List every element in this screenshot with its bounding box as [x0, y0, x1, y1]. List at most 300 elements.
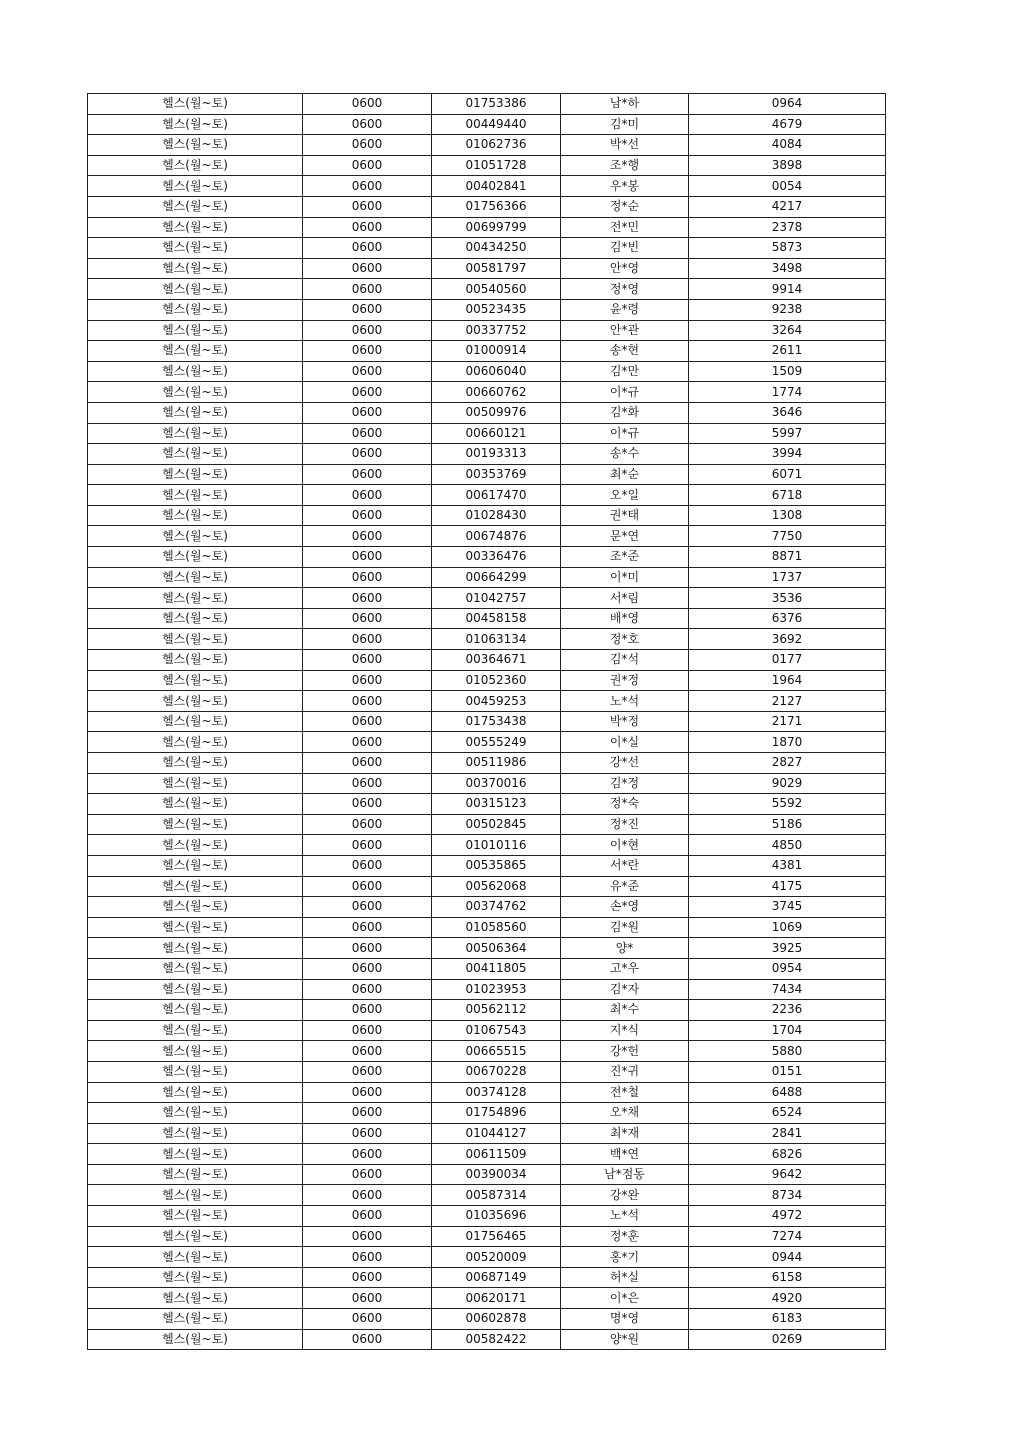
table-row [88, 1288, 886, 1309]
table-row [88, 1206, 886, 1227]
table-row [88, 794, 886, 815]
name-cell: 조*행 [561, 155, 689, 176]
phone-last4-cell: 1870 [689, 732, 886, 753]
member-id-cell: 00390034 [432, 1164, 561, 1185]
time-cell: 0600 [303, 155, 432, 176]
member-id-cell: 00502845 [432, 814, 561, 835]
name-cell: 정*순 [561, 196, 689, 217]
table-row [88, 1061, 886, 1082]
program-cell: 헬스(월~토) [88, 732, 303, 753]
member-id-cell: 00620171 [432, 1288, 561, 1309]
program-cell: 헬스(월~토) [88, 567, 303, 588]
program-cell: 헬스(월~토) [88, 876, 303, 897]
name-cell: 노*석 [561, 691, 689, 712]
phone-last4-cell: 6524 [689, 1103, 886, 1124]
program-cell: 헬스(월~토) [88, 464, 303, 485]
time-cell: 0600 [303, 217, 432, 238]
table-row [88, 876, 886, 897]
program-cell: 헬스(월~토) [88, 196, 303, 217]
name-cell: 강*헌 [561, 1041, 689, 1062]
program-cell: 헬스(월~토) [88, 485, 303, 506]
time-cell: 0600 [303, 855, 432, 876]
table-row [88, 238, 886, 259]
time-cell: 0600 [303, 1288, 432, 1309]
member-id-cell: 00617470 [432, 485, 561, 506]
program-cell: 헬스(월~토) [88, 1020, 303, 1041]
program-cell: 헬스(월~토) [88, 444, 303, 465]
time-cell: 0600 [303, 897, 432, 918]
time-cell: 0600 [303, 588, 432, 609]
member-id-cell: 00606040 [432, 361, 561, 382]
member-id-cell: 00506364 [432, 938, 561, 959]
program-cell: 헬스(월~토) [88, 753, 303, 774]
member-id-cell: 00193313 [432, 444, 561, 465]
name-cell: 정*호 [561, 629, 689, 650]
program-cell: 헬스(월~토) [88, 1082, 303, 1103]
program-cell: 헬스(월~토) [88, 650, 303, 671]
time-cell: 0600 [303, 979, 432, 1000]
program-cell: 헬스(월~토) [88, 1247, 303, 1268]
phone-last4-cell: 6158 [689, 1267, 886, 1288]
member-id-cell: 00587314 [432, 1185, 561, 1206]
phone-last4-cell: 2611 [689, 341, 886, 362]
time-cell: 0600 [303, 320, 432, 341]
program-cell: 헬스(월~토) [88, 1123, 303, 1144]
table-row [88, 1020, 886, 1041]
member-id-cell: 00582422 [432, 1329, 561, 1350]
member-id-cell: 01028430 [432, 505, 561, 526]
time-cell: 0600 [303, 196, 432, 217]
name-cell: 정*영 [561, 279, 689, 300]
time-cell: 0600 [303, 1247, 432, 1268]
time-cell: 0600 [303, 814, 432, 835]
member-id-cell: 00459253 [432, 691, 561, 712]
time-cell: 0600 [303, 505, 432, 526]
table-row [88, 670, 886, 691]
time-cell: 0600 [303, 382, 432, 403]
name-cell: 최*재 [561, 1123, 689, 1144]
time-cell: 0600 [303, 258, 432, 279]
member-id-cell: 00562112 [432, 1000, 561, 1021]
phone-last4-cell: 6826 [689, 1144, 886, 1165]
program-cell: 헬스(월~토) [88, 382, 303, 403]
phone-last4-cell: 3498 [689, 258, 886, 279]
table-row [88, 1103, 886, 1124]
table-row [88, 711, 886, 732]
name-cell: 배*영 [561, 608, 689, 629]
phone-last4-cell: 1704 [689, 1020, 886, 1041]
name-cell: 최*순 [561, 464, 689, 485]
name-cell: 김*미 [561, 114, 689, 135]
member-id-cell: 00364671 [432, 650, 561, 671]
name-cell: 윤*령 [561, 299, 689, 320]
program-cell: 헬스(월~토) [88, 320, 303, 341]
member-id-cell: 00670228 [432, 1061, 561, 1082]
phone-last4-cell: 1964 [689, 670, 886, 691]
time-cell: 0600 [303, 299, 432, 320]
member-id-cell: 01756465 [432, 1226, 561, 1247]
member-id-cell: 00664299 [432, 567, 561, 588]
program-cell: 헬스(월~토) [88, 1164, 303, 1185]
program-cell: 헬스(월~토) [88, 135, 303, 156]
time-cell: 0600 [303, 711, 432, 732]
phone-last4-cell: 5880 [689, 1041, 886, 1062]
member-id-cell: 00370016 [432, 773, 561, 794]
table-row [88, 155, 886, 176]
time-cell: 0600 [303, 341, 432, 362]
time-cell: 0600 [303, 794, 432, 815]
program-cell: 헬스(월~토) [88, 1103, 303, 1124]
member-id-cell: 00434250 [432, 238, 561, 259]
program-cell: 헬스(월~토) [88, 423, 303, 444]
time-cell: 0600 [303, 1144, 432, 1165]
member-table [87, 93, 886, 1350]
program-cell: 헬스(월~토) [88, 897, 303, 918]
name-cell: 조*준 [561, 547, 689, 568]
member-id-cell: 00458158 [432, 608, 561, 629]
table-row [88, 897, 886, 918]
member-id-cell: 00535865 [432, 855, 561, 876]
phone-last4-cell: 4175 [689, 876, 886, 897]
name-cell: 양*원 [561, 1329, 689, 1350]
program-cell: 헬스(월~토) [88, 1000, 303, 1021]
member-id-cell: 01044127 [432, 1123, 561, 1144]
time-cell: 0600 [303, 1123, 432, 1144]
program-cell: 헬스(월~토) [88, 1041, 303, 1062]
phone-last4-cell: 1509 [689, 361, 886, 382]
phone-last4-cell: 7750 [689, 526, 886, 547]
table-row [88, 588, 886, 609]
member-id-cell: 00411805 [432, 958, 561, 979]
member-id-cell: 01756366 [432, 196, 561, 217]
time-cell: 0600 [303, 135, 432, 156]
member-id-cell: 00520009 [432, 1247, 561, 1268]
program-cell: 헬스(월~토) [88, 691, 303, 712]
member-id-cell: 01063134 [432, 629, 561, 650]
table-row [88, 567, 886, 588]
name-cell: 이*은 [561, 1288, 689, 1309]
table-row [88, 958, 886, 979]
program-cell: 헬스(월~토) [88, 299, 303, 320]
name-cell: 이*규 [561, 423, 689, 444]
name-cell: 오*채 [561, 1103, 689, 1124]
time-cell: 0600 [303, 114, 432, 135]
table-row [88, 1329, 886, 1350]
program-cell: 헬스(월~토) [88, 794, 303, 815]
table-row [88, 814, 886, 835]
time-cell: 0600 [303, 402, 432, 423]
time-cell: 0600 [303, 1226, 432, 1247]
time-cell: 0600 [303, 650, 432, 671]
member-id-cell: 00374762 [432, 897, 561, 918]
table-row [88, 1185, 886, 1206]
name-cell: 서*란 [561, 855, 689, 876]
member-id-cell: 01058560 [432, 917, 561, 938]
phone-last4-cell: 3994 [689, 444, 886, 465]
member-id-cell: 01023953 [432, 979, 561, 1000]
program-cell: 헬스(월~토) [88, 958, 303, 979]
table-row [88, 1267, 886, 1288]
member-id-cell: 01067543 [432, 1020, 561, 1041]
name-cell: 안*관 [561, 320, 689, 341]
name-cell: 김*원 [561, 917, 689, 938]
program-cell: 헬스(월~토) [88, 629, 303, 650]
name-cell: 김*빈 [561, 238, 689, 259]
name-cell: 홍*기 [561, 1247, 689, 1268]
table-row [88, 382, 886, 403]
phone-last4-cell: 6718 [689, 485, 886, 506]
member-id-cell: 00581797 [432, 258, 561, 279]
time-cell: 0600 [303, 238, 432, 259]
member-id-cell: 00674876 [432, 526, 561, 547]
program-cell: 헬스(월~토) [88, 917, 303, 938]
program-cell: 헬스(월~토) [88, 588, 303, 609]
table-row [88, 1000, 886, 1021]
name-cell: 김*만 [561, 361, 689, 382]
phone-last4-cell: 0177 [689, 650, 886, 671]
phone-last4-cell: 5873 [689, 238, 886, 259]
table-row [88, 629, 886, 650]
table-row [88, 1144, 886, 1165]
name-cell: 백*연 [561, 1144, 689, 1165]
phone-last4-cell: 6488 [689, 1082, 886, 1103]
time-cell: 0600 [303, 629, 432, 650]
phone-last4-cell: 0269 [689, 1329, 886, 1350]
phone-last4-cell: 4217 [689, 196, 886, 217]
member-id-cell: 01035696 [432, 1206, 561, 1227]
member-id-cell: 00374128 [432, 1082, 561, 1103]
table-row [88, 753, 886, 774]
table-row [88, 135, 886, 156]
phone-last4-cell: 0964 [689, 94, 886, 115]
name-cell: 서*림 [561, 588, 689, 609]
name-cell: 정*훈 [561, 1226, 689, 1247]
member-id-cell: 01753438 [432, 711, 561, 732]
name-cell: 김*화 [561, 402, 689, 423]
table-row [88, 979, 886, 1000]
member-id-cell: 01052360 [432, 670, 561, 691]
table-row [88, 402, 886, 423]
member-id-cell: 00602878 [432, 1309, 561, 1330]
table-row [88, 1164, 886, 1185]
member-id-cell: 01042757 [432, 588, 561, 609]
member-id-cell: 00336476 [432, 547, 561, 568]
table-row [88, 94, 886, 115]
table-row [88, 917, 886, 938]
member-id-cell: 00353769 [432, 464, 561, 485]
name-cell: 명*영 [561, 1309, 689, 1330]
time-cell: 0600 [303, 835, 432, 856]
member-id-cell: 01010116 [432, 835, 561, 856]
name-cell: 진*귀 [561, 1061, 689, 1082]
member-id-cell: 01754896 [432, 1103, 561, 1124]
table-row [88, 691, 886, 712]
table-row [88, 196, 886, 217]
phone-last4-cell: 4679 [689, 114, 886, 135]
name-cell: 허*실 [561, 1267, 689, 1288]
table-row [88, 1041, 886, 1062]
phone-last4-cell: 5997 [689, 423, 886, 444]
program-cell: 헬스(월~토) [88, 526, 303, 547]
time-cell: 0600 [303, 1103, 432, 1124]
time-cell: 0600 [303, 1185, 432, 1206]
name-cell: 김*정 [561, 773, 689, 794]
phone-last4-cell: 0151 [689, 1061, 886, 1082]
name-cell: 권*태 [561, 505, 689, 526]
table-row [88, 176, 886, 197]
phone-last4-cell: 3925 [689, 938, 886, 959]
table-row [88, 1082, 886, 1103]
program-cell: 헬스(월~토) [88, 547, 303, 568]
program-cell: 헬스(월~토) [88, 217, 303, 238]
program-cell: 헬스(월~토) [88, 402, 303, 423]
phone-last4-cell: 3898 [689, 155, 886, 176]
phone-last4-cell: 0054 [689, 176, 886, 197]
name-cell: 김*자 [561, 979, 689, 1000]
table-row [88, 217, 886, 238]
phone-last4-cell: 4084 [689, 135, 886, 156]
name-cell: 이*현 [561, 835, 689, 856]
program-cell: 헬스(월~토) [88, 258, 303, 279]
program-cell: 헬스(월~토) [88, 711, 303, 732]
member-id-cell: 00660762 [432, 382, 561, 403]
table-row [88, 505, 886, 526]
member-id-cell: 00540560 [432, 279, 561, 300]
time-cell: 0600 [303, 958, 432, 979]
time-cell: 0600 [303, 1082, 432, 1103]
phone-last4-cell: 2378 [689, 217, 886, 238]
program-cell: 헬스(월~토) [88, 114, 303, 135]
name-cell: 박*선 [561, 135, 689, 156]
name-cell: 이*규 [561, 382, 689, 403]
time-cell: 0600 [303, 464, 432, 485]
phone-last4-cell: 2841 [689, 1123, 886, 1144]
member-id-cell: 00660121 [432, 423, 561, 444]
name-cell: 송*수 [561, 444, 689, 465]
name-cell: 최*수 [561, 1000, 689, 1021]
phone-last4-cell: 6071 [689, 464, 886, 485]
program-cell: 헬스(월~토) [88, 1329, 303, 1350]
time-cell: 0600 [303, 361, 432, 382]
time-cell: 0600 [303, 691, 432, 712]
program-cell: 헬스(월~토) [88, 1185, 303, 1206]
program-cell: 헬스(월~토) [88, 608, 303, 629]
table-row [88, 1309, 886, 1330]
time-cell: 0600 [303, 1309, 432, 1330]
time-cell: 0600 [303, 938, 432, 959]
time-cell: 0600 [303, 1041, 432, 1062]
program-cell: 헬스(월~토) [88, 1267, 303, 1288]
phone-last4-cell: 9238 [689, 299, 886, 320]
name-cell: 박*정 [561, 711, 689, 732]
name-cell: 우*봉 [561, 176, 689, 197]
time-cell: 0600 [303, 1020, 432, 1041]
program-cell: 헬스(월~토) [88, 1288, 303, 1309]
table-row [88, 341, 886, 362]
program-cell: 헬스(월~토) [88, 1061, 303, 1082]
phone-last4-cell: 4381 [689, 855, 886, 876]
member-id-cell: 01000914 [432, 341, 561, 362]
time-cell: 0600 [303, 526, 432, 547]
program-cell: 헬스(월~토) [88, 94, 303, 115]
program-cell: 헬스(월~토) [88, 155, 303, 176]
member-table-body [88, 94, 886, 1350]
program-cell: 헬스(월~토) [88, 176, 303, 197]
program-cell: 헬스(월~토) [88, 773, 303, 794]
phone-last4-cell: 9029 [689, 773, 886, 794]
phone-last4-cell: 2236 [689, 1000, 886, 1021]
name-cell: 남*점동 [561, 1164, 689, 1185]
table-row [88, 526, 886, 547]
table-row [88, 279, 886, 300]
phone-last4-cell: 5592 [689, 794, 886, 815]
program-cell: 헬스(월~토) [88, 814, 303, 835]
member-id-cell: 00511986 [432, 753, 561, 774]
phone-last4-cell: 8871 [689, 547, 886, 568]
phone-last4-cell: 4850 [689, 835, 886, 856]
time-cell: 0600 [303, 547, 432, 568]
member-id-cell: 00337752 [432, 320, 561, 341]
table-row [88, 835, 886, 856]
member-id-cell: 01051728 [432, 155, 561, 176]
phone-last4-cell: 3692 [689, 629, 886, 650]
name-cell: 양* [561, 938, 689, 959]
time-cell: 0600 [303, 1206, 432, 1227]
time-cell: 0600 [303, 753, 432, 774]
table-row [88, 361, 886, 382]
member-id-cell: 00687149 [432, 1267, 561, 1288]
table-row [88, 1123, 886, 1144]
table-row [88, 547, 886, 568]
table-row [88, 114, 886, 135]
phone-last4-cell: 3646 [689, 402, 886, 423]
time-cell: 0600 [303, 917, 432, 938]
member-id-cell: 00402841 [432, 176, 561, 197]
phone-last4-cell: 0954 [689, 958, 886, 979]
program-cell: 헬스(월~토) [88, 938, 303, 959]
name-cell: 정*진 [561, 814, 689, 835]
program-cell: 헬스(월~토) [88, 670, 303, 691]
time-cell: 0600 [303, 876, 432, 897]
name-cell: 권*정 [561, 670, 689, 691]
member-id-cell: 01062736 [432, 135, 561, 156]
phone-last4-cell: 9914 [689, 279, 886, 300]
program-cell: 헬스(월~토) [88, 835, 303, 856]
program-cell: 헬스(월~토) [88, 341, 303, 362]
table-row [88, 444, 886, 465]
time-cell: 0600 [303, 567, 432, 588]
phone-last4-cell: 1308 [689, 505, 886, 526]
table-row [88, 485, 886, 506]
phone-last4-cell: 2827 [689, 753, 886, 774]
time-cell: 0600 [303, 608, 432, 629]
program-cell: 헬스(월~토) [88, 855, 303, 876]
table-row [88, 1247, 886, 1268]
phone-last4-cell: 2127 [689, 691, 886, 712]
table-row [88, 855, 886, 876]
phone-last4-cell: 0944 [689, 1247, 886, 1268]
member-id-cell: 00611509 [432, 1144, 561, 1165]
time-cell: 0600 [303, 1329, 432, 1350]
time-cell: 0600 [303, 732, 432, 753]
name-cell: 고*우 [561, 958, 689, 979]
name-cell: 오*일 [561, 485, 689, 506]
phone-last4-cell: 1737 [689, 567, 886, 588]
table-row [88, 464, 886, 485]
member-id-cell: 00523435 [432, 299, 561, 320]
phone-last4-cell: 1069 [689, 917, 886, 938]
name-cell: 남*하 [561, 94, 689, 115]
